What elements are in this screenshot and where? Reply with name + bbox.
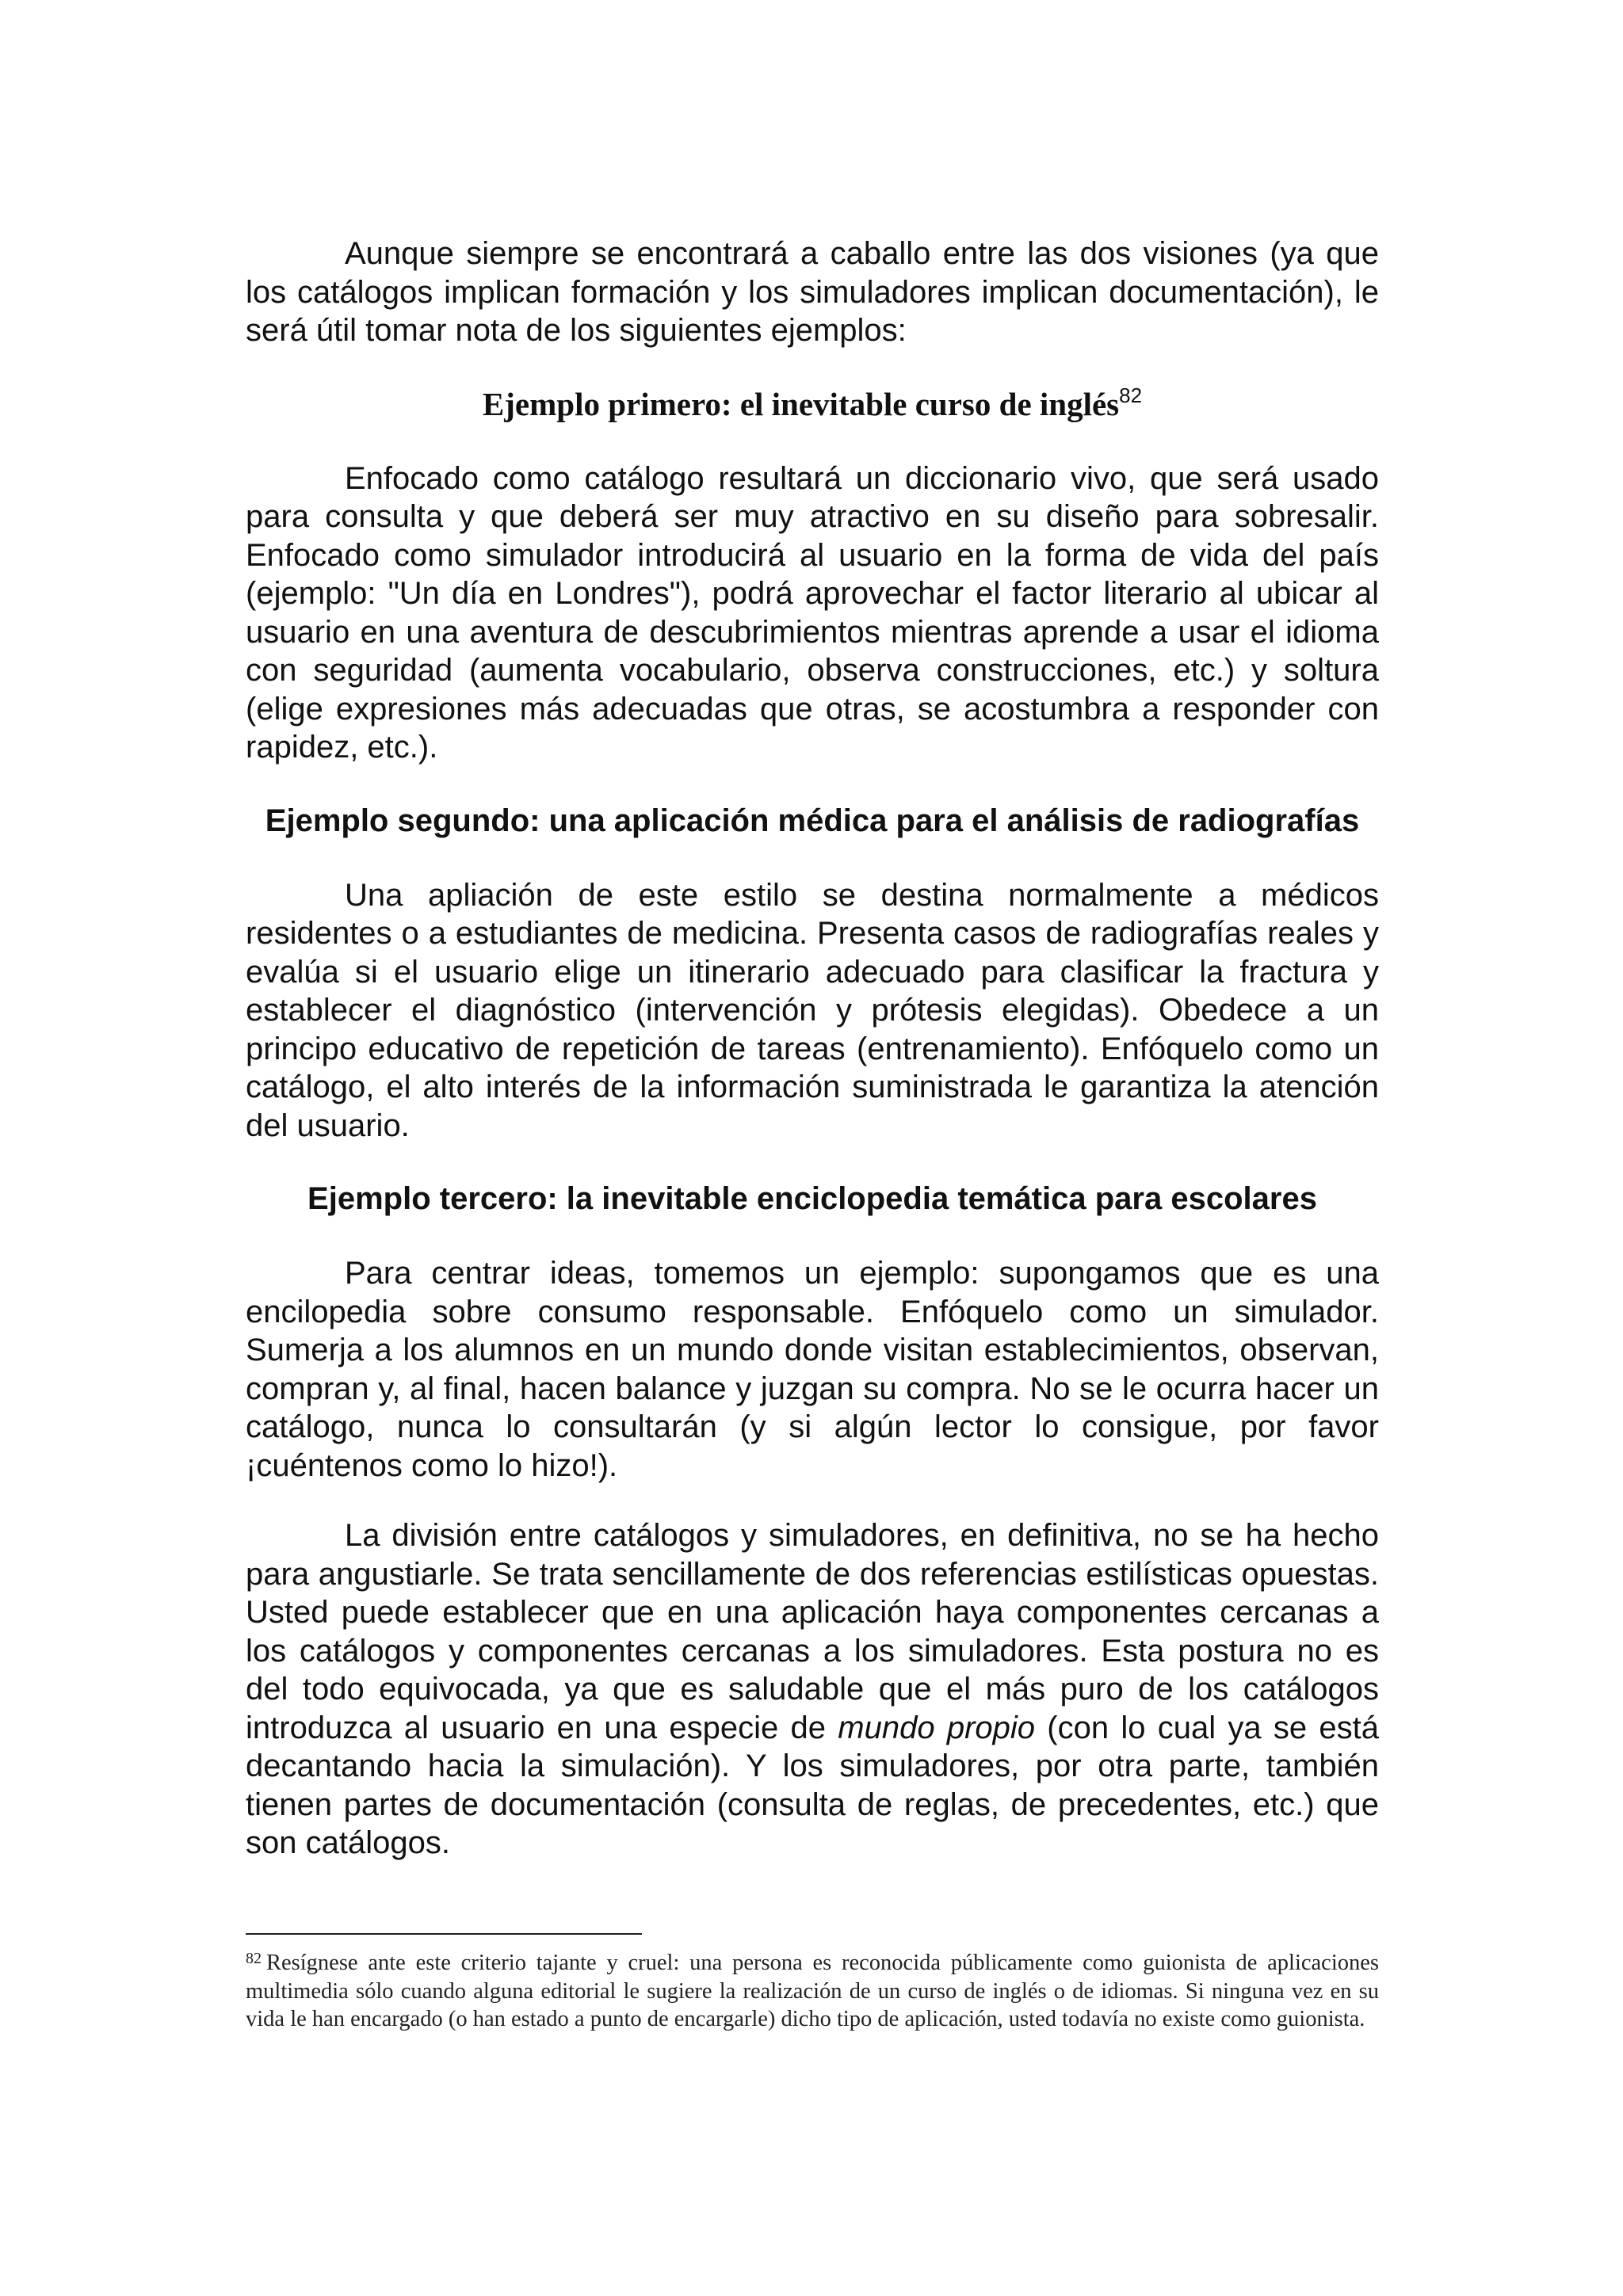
example-3-paragraph: Para centrar ideas, tomemos un ejemplo: supongamos que es una encilopedia sobre consumo responsable. Enfóquelo como un simulador. Sumerja a los alumnos en un mundo donde visitan establecimientos, observan, compran y, al final, hacen balance y juzgan su compra. No se le ocurra hacer un catálogo, nunca lo consultarán (y si algún lector lo consigue, por favor ¡cuéntenos como lo hizo!). (246, 1256, 1379, 1483)
footnote-number: 82 (246, 1950, 262, 1967)
footnote (246, 1949, 1379, 2034)
heading-example-1 (246, 385, 1379, 423)
heading-example-1-text: Ejemplo primero: el inevitable curso de inglés (482, 385, 1120, 422)
closing-paragraph (246, 1516, 1379, 1863)
example-2-paragraph: Una apliación de este estilo se destina normalmente a médicos residentes o a estudiantes de medicina. Presenta casos de radiografías reales y evalúa si el usuario elige un itinerario adecuado para clasificar la fractura y establecer el diagnóstico (intervención y prótesis elegidas). Obedece a un principo educativo de repetición de tareas (entrenamiento). Enfóquelo como un catálogo, el alto interés de la información suministrada le garantiza la atención del usuario. (246, 877, 1379, 1143)
closing-italic-phrase: mundo propio (838, 1710, 1036, 1745)
footnote-reference: 82 (1119, 383, 1143, 407)
heading-example-2: Ejemplo segundo: una aplicación médica para el análisis de radiografías (265, 803, 1360, 838)
intro-paragraph: Aunque siempre se encontrará a caballo entre las dos visiones (ya que los catálogos implican formación y los simuladores implican documentación), le será útil tomar nota de los siguientes ejemplos: (246, 236, 1379, 348)
closing-text-part-2: (con lo cual ya se está decantando hacia la simulación). Y los simuladores, por otra parte, también tienen partes de documentación (consulta de reglas, de precedentes, etc.) que son catálogos. (246, 1710, 1380, 1860)
heading-example-3: Ejemplo tercero: la inevitable enciclopedia temática para escolares (307, 1181, 1317, 1216)
body-text (246, 235, 1379, 1863)
closing-text-part-1: La división entre catálogos y simuladores, en definitiva, no se ha hecho para angustiarle. Se trata sencillamente de dos referencias estilísticas opuestas. Usted puede establecer que en una aplicación haya componentes cercanas a los catálogos y componentes cercanas a los simuladores. Esta postura no es del todo equivocada, ya que es saludable que el más puro de los catálogos introduzca al usuario en una especie de (246, 1518, 1379, 1745)
footnote-text: Resígnese ante este criterio tajante y cruel: una persona es reconocida públicamente como guionista de aplicaciones multimedia sólo cuando alguna editorial le sugiere la realización de un curso de inglés o de idiomas. Si ninguna vez en su vida le han encargado (o han estado a punto de encargarle) dicho tipo de aplicación, usted todavía no existe como guionista. (246, 1951, 1379, 2031)
footnote-separator (246, 1933, 642, 1935)
example-1-paragraph: Enfocado como catálogo resultará un diccionario vivo, que será usado para consulta y que deberá ser muy atractivo en su diseño para sobresalir. Enfocado como simulador introducirá al usuario en la forma de vida del país (ejemplo: "Un día en Londres"), podrá aprovechar el factor literario al ubicar al usuario en una aventura de descubrimientos mientras aprende a usar el idioma con seguridad (aumenta vocabulario, observa construcciones, etc.) y soltura (elige expresiones más adecuadas que otras, se acostumbra a responder con rapidez, etc.). (246, 460, 1379, 765)
